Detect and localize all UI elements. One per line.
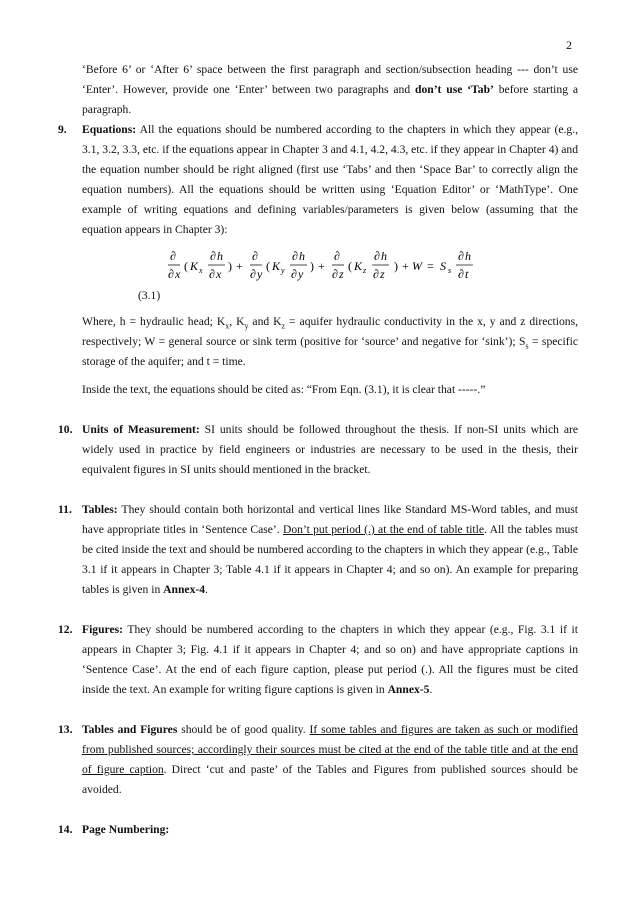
- svg-text:z: z: [363, 266, 367, 275]
- svg-text:K: K: [190, 259, 199, 273]
- annex-4-ref: Annex-4: [163, 583, 206, 596]
- section-14: [58, 820, 578, 840]
- where-text-3: and K: [248, 315, 282, 328]
- section-11-text-2: . All the tables must be cited inside the text and should be numbered according to the chapters in which they appear (e.g., Table 3.1 if it appears in Chapter 3; Table 4.1 if it appears in Chapter 4; and so on). An example for preparing tables is given in: [82, 523, 579, 596]
- section-13-number: 13.: [58, 723, 73, 736]
- svg-text:h: h: [465, 249, 471, 263]
- svg-text:): ): [228, 259, 232, 273]
- section-13: [58, 720, 578, 800]
- svg-text:x: x: [199, 266, 203, 275]
- svg-text:(: (: [184, 259, 188, 273]
- section-12: [58, 620, 578, 700]
- document-body: [58, 60, 578, 840]
- sub-s: s: [525, 341, 529, 351]
- svg-text:h: h: [299, 249, 305, 263]
- section-11: [58, 500, 578, 600]
- where-text-5: = specific storage of the aquifer; and t = time.: [82, 335, 578, 368]
- svg-text:x: x: [216, 267, 222, 281]
- svg-text:y: y: [281, 266, 285, 275]
- equation-variables: [58, 312, 578, 372]
- intro-paragraph: [58, 60, 578, 120]
- svg-text:∂: ∂: [374, 249, 380, 263]
- svg-text:z: z: [339, 267, 344, 281]
- svg-text:K: K: [354, 259, 363, 273]
- section-13-underlined: If some tables and figures are taken as such or modified from published sources; accordingly their sources must be cited at the end of the table title and at the end of figure caption: [82, 723, 578, 776]
- section-9-text: All the equations should be numbered according to the chapters in which they appear (e.g., 3.1, 3.2, 3.3, etc. if the equations appear in Chapter 3 and 4.1, 4.2, 4.3, etc. if they appear in Chapter 4) and the equation number should be right aligned (first use ‘Tabs’ and then ‘Space Bar’ to correctly align the equation numbers). All the equations should be written using ‘Equation Editor’ or ‘MathType’. One example of writing equations and defining variables/parameters is given below (assuming that the equation appears in Chapter 3):: [82, 123, 578, 236]
- equation-3-1: [82, 240, 578, 292]
- section-11-title: Tables:: [82, 503, 118, 516]
- section-10-text: SI units should be followed throughout the thesis. If non-SI units which are widely used in practice by field engineers or industries are necessary to be used in the thesis, their equivalent figures in SI units should mentioned in the bracket.: [82, 423, 578, 476]
- svg-text:+: +: [318, 259, 325, 273]
- svg-text:t: t: [465, 267, 469, 281]
- where-text-4: = aquifer hydraulic conductivity in the x, y and z directions, respectively; W = general source or sink term (positive for ‘source’ and negative for ‘sink’); S: [82, 315, 578, 348]
- section-12-title: Figures:: [82, 623, 124, 636]
- svg-text:∂: ∂: [334, 249, 340, 263]
- svg-text:∂: ∂: [291, 267, 297, 281]
- section-10: [58, 420, 578, 480]
- svg-text:∂: ∂: [373, 267, 379, 281]
- section-9-title: Equations:: [82, 123, 137, 136]
- svg-text:∂: ∂: [250, 267, 256, 281]
- svg-text:h: h: [217, 249, 223, 263]
- where-text-2: , K: [229, 315, 245, 328]
- svg-text:∂: ∂: [209, 267, 215, 281]
- section-13-title: Tables and Figures: [82, 723, 178, 736]
- svg-text:): ): [310, 259, 314, 273]
- intro-text-end: before starting a paragraph.: [82, 83, 579, 116]
- section-12-number: 12.: [58, 623, 73, 636]
- svg-text:S: S: [440, 259, 446, 273]
- svg-text:∂: ∂: [292, 249, 298, 263]
- sub-z: z: [281, 321, 286, 331]
- section-9: [58, 120, 578, 240]
- equation-graphic: [82, 240, 582, 292]
- svg-text:=: =: [427, 259, 434, 273]
- section-11-underlined: Don’t put period (.) at the end of table title: [283, 523, 485, 536]
- svg-text:∂: ∂: [332, 267, 338, 281]
- eq-term-z: [332, 249, 473, 281]
- section-13-text-2: . Direct ‘cut and paste’ of the Tables and Figures from published sources should be avoided.: [82, 763, 578, 796]
- where-text-1: Where, h = hydraulic head; K: [82, 315, 226, 328]
- sub-x: x: [225, 321, 230, 331]
- svg-text:(: (: [266, 259, 270, 273]
- section-11-end: .: [205, 583, 208, 596]
- svg-text:∂: ∂: [210, 249, 216, 263]
- svg-text:y: y: [298, 267, 304, 281]
- equation-number: (3.1): [138, 289, 161, 302]
- eq-term-x: [168, 249, 243, 281]
- svg-text:∂: ∂: [458, 267, 464, 281]
- svg-text:y: y: [257, 267, 263, 281]
- section-11-number: 11.: [58, 503, 72, 516]
- svg-text:s: s: [448, 266, 452, 275]
- intro-text: ‘Before 6’ or ‘After 6’ space between the first paragraph and section/subsection heading --- don’t use ‘Enter’. However, provide one ‘Enter’ between two paragraphs and: [82, 63, 578, 96]
- section-9-number: 9.: [58, 123, 67, 136]
- svg-text:): ): [394, 259, 398, 273]
- page-number: 2: [566, 38, 572, 52]
- svg-text:∂: ∂: [458, 249, 464, 263]
- svg-text:z: z: [380, 267, 385, 281]
- intro-bold: don’t use ‘Tab’: [415, 83, 494, 96]
- section-13-text: should be of good quality.: [177, 723, 310, 736]
- section-14-number: 14.: [58, 823, 73, 836]
- equation-citation: Inside the text, the equations should be cited as: “From Eqn. (3.1), it is clear that -----.”: [82, 383, 486, 396]
- svg-text:∂: ∂: [168, 267, 174, 281]
- section-10-title: Units of Measurement:: [82, 423, 200, 436]
- svg-text:∂: ∂: [252, 249, 258, 263]
- svg-text:(: (: [348, 259, 352, 273]
- section-12-end: .: [429, 683, 433, 696]
- section-11-text: They should contain both horizontal and vertical lines like Standard MS-Word tables, and must have appropriate titles in ‘Sentence Case’.: [82, 503, 578, 536]
- eq-term-y: [250, 249, 325, 281]
- section-12-text: They should be numbered according to the chapters in which they appear (e.g., Fig. 3.1 if it appears in Chapter 3; Fig. 4.1 if it appears in Chapter 4; and so on) and have appropriate captions in ‘Sentence Case’. At the end of each figure caption, please put period (.). All the figures must be cited inside the text. An example for writing figure captions is given in: [82, 623, 578, 696]
- section-10-number: 10.: [58, 423, 73, 436]
- svg-text:∂: ∂: [170, 249, 176, 263]
- svg-text:W: W: [412, 259, 422, 273]
- svg-text:h: h: [381, 249, 387, 263]
- annex-5-ref: Annex-5: [387, 683, 430, 696]
- svg-text:K: K: [272, 259, 281, 273]
- svg-text:+: +: [402, 259, 409, 273]
- sub-y: y: [244, 321, 249, 331]
- svg-text:+: +: [236, 259, 243, 273]
- section-14-title: Page Numbering:: [82, 823, 170, 836]
- svg-text:x: x: [175, 267, 181, 281]
